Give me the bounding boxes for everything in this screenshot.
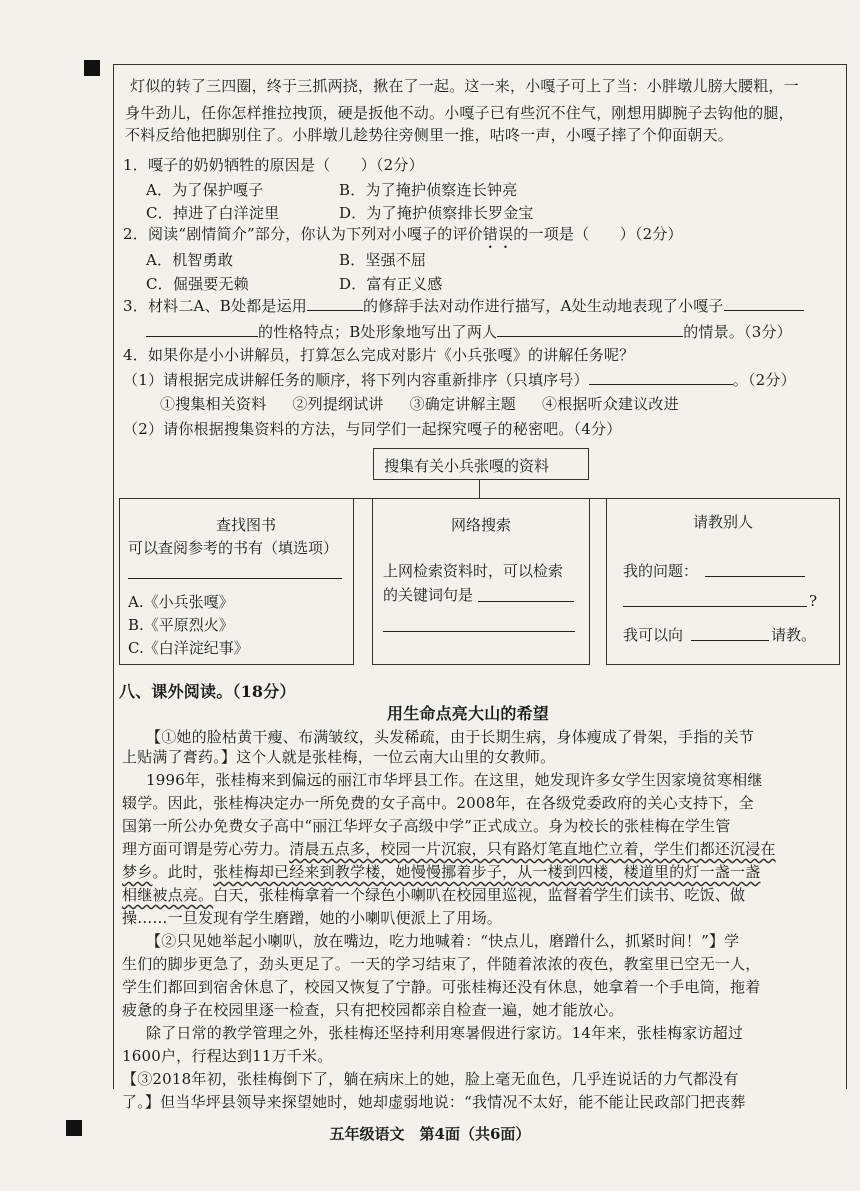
- page-footer: 五年级语文 第4面（共6面）: [329, 1125, 531, 1143]
- ask-question-blank-2[interactable]: [623, 592, 807, 607]
- ask-person-blank[interactable]: [691, 626, 769, 641]
- diagram-root-box: 搜集有关小兵张嘎的资料: [373, 448, 589, 480]
- q1-option-c: C．掉进了白洋淀里: [146, 204, 280, 222]
- q3-blank-1[interactable]: [307, 296, 363, 311]
- books-answer-blank[interactable]: [128, 564, 342, 579]
- diagram-box-web: 网络搜索 上网检索资料时，可以检索 的关键词句是: [372, 498, 590, 665]
- article-line-9: 操……一旦发现有学生磨蹭，她的小喇叭便派上了用场。: [122, 909, 503, 927]
- section-8-heading: 八、课外阅读。（18分）: [119, 682, 296, 701]
- article-line-17: 了。】但当华坪县领导来探望她时，她却虚弱地说：“我情况不太好，能不能让民政部门把丧葬: [122, 1093, 746, 1111]
- q2-option-b: B．坚强不屈: [339, 251, 427, 269]
- article-line-11: 生们的脚步更急了，劲头更足了。一天的学习结束了，伴随着浓浓的夜色，教室里已空无一人，: [122, 955, 761, 973]
- article-line-4: 辍学。因此，张桂梅决定办一所免费的女子高中。2008年，在各级党委政府的关心支持下，全: [122, 794, 754, 812]
- q2-option-d: D．富有正义感: [339, 275, 443, 293]
- article-line-16: 【③2018年初，张桂梅倒下了，躺在病床上的她，脸上毫无血色，几乎连说话的力气都没有: [122, 1070, 739, 1088]
- article-line-5: 国第一所公办免费女子高中“丽江华坪女子高级中学”正式成立。身为校长的张桂梅在学生管: [122, 817, 731, 835]
- question-1: 1．嘎子的奶奶牺牲的原因是（ ）（2分）: [123, 156, 424, 174]
- article-line-1: 【①她的脸枯黄干瘦、布满皱纹，头发稀疏，由于长期生病，身体瘦成了骨架，手指的关节: [146, 728, 755, 746]
- question-4: 4．如果你是小小讲解员，打算怎么完成对影片《小兵张嘎》的讲解任务呢？: [123, 346, 635, 364]
- q1-option-a: A．为了保护嘎子: [146, 181, 264, 199]
- diagram-box-ask: 请教别人 我的问题： ? 我可以向 请教。: [606, 498, 840, 665]
- article-line-13: 疲惫的身子在校园里逐一检查，只有把校园都亲自检查一遍，她才能放心。: [122, 1001, 624, 1019]
- q2-option-a: A．机智勇敢: [146, 251, 234, 269]
- web-keyword-blank-1[interactable]: [478, 587, 574, 602]
- web-keyword-blank-2[interactable]: [383, 617, 575, 632]
- passage-line-1: 灯似的转了三四圈，终于三抓两挠，揪在了一起。这一来，小嘎子可上了当：小胖墩儿膀大腰粗，一: [130, 77, 799, 95]
- article-line-7: 梦乡。此时，张桂梅却已经来到教学楼，她慢慢挪着步子，从一楼到四楼，楼道里的灯一盏一盏: [122, 863, 761, 881]
- q3-blank-2[interactable]: [724, 296, 804, 311]
- q2-option-c: C．倔强要无赖: [146, 275, 249, 293]
- question-4-2: （2）请你根据搜集资料的方法，与同学们一起探究嘎子的秘密吧。（4分）: [123, 420, 622, 438]
- article-line-3: 1996年，张桂梅来到偏远的丽江市华坪县工作。在这里，她发现许多女学生因家境贫寒相继: [146, 771, 763, 789]
- article-title: 用生命点亮大山的希望: [387, 704, 550, 723]
- q4-1-blank[interactable]: [589, 370, 733, 385]
- q4-1-items: ①搜集相关资料 ②列提纲试讲 ③确定讲解主题 ④根据听众建议改进: [160, 395, 679, 413]
- article-line-8: 相继被点亮。白天，张桂梅拿着一个绿色小喇叭在校园里巡视，监督着学生们读书、吃饭、做: [122, 886, 746, 904]
- question-4-1: （1）请根据完成讲解任务的顺序，将下列内容重新排序（只填序号） 。（2分）: [123, 371, 796, 389]
- question-3-line-2: 的性格特点；B处形象地写出了两人 的情景。（3分）: [146, 322, 792, 342]
- passage-line-2: 身牛劲儿，任你怎样推拉拽顶，硬是扳他不动。小嘎子已有些沉不住气，刚想用脚腕子去钩他的腿，: [125, 104, 794, 122]
- q3-blank-4[interactable]: [497, 322, 683, 337]
- question-2: 2．阅读“剧情简介”部分，你认为下列对小嘎子的评价错误的一项是（ ）（2分）: [123, 225, 683, 243]
- registration-mark-top: [84, 60, 100, 76]
- article-line-15: 1600户，行程达到11万千米。: [122, 1047, 333, 1065]
- diagram-box-books: 查找图书 可以查阅参考的书有（填选项） A.《小兵张嘎》 B.《平原烈火》 C.《白洋淀纪事》: [119, 498, 354, 665]
- diagram-connector-vertical: [479, 479, 480, 499]
- article-line-2: 上贴满了膏药。】这个人就是张桂梅，一位云南大山里的女教师。: [122, 748, 556, 766]
- passage-line-3: 不料反给他把脚别住了。小胖墩儿趁势往旁侧里一推，咕咚一声，小嘎子摔了个仰面朝天。: [125, 126, 734, 144]
- q1-option-b: B．为了掩护侦察连长钟亮: [339, 181, 518, 199]
- article-line-12: 学生们都回到宿舍休息了，校园又恢复了宁静。可张桂梅还没有休息，她拿着一个手电筒，拖着: [122, 978, 761, 996]
- question-3-line-1: 3．材料二A、B处都是运用 的修辞手法对动作进行描写，A处生动地表现了小嘎子: [123, 296, 804, 316]
- article-line-14: 除了日常的教学管理之外，张桂梅还坚持利用寒暑假进行家访。14年来，张桂梅家访超过: [146, 1024, 744, 1042]
- q3-blank-3[interactable]: [146, 322, 258, 337]
- ask-question-blank-1[interactable]: [705, 562, 805, 577]
- q1-option-d: D．为了掩护侦察排长罗金宝: [339, 204, 534, 222]
- article-line-10: 【②只见她举起小喇叭，放在嘴边，吃力地喊着：“快点儿，磨蹭什么，抓紧时间！”】学: [146, 932, 740, 950]
- article-line-6: 理方面可谓是劳心劳力。清晨五点多，校园一片沉寂，只有路灯笔直地伫立着，学生们都还沉浸在: [122, 840, 776, 858]
